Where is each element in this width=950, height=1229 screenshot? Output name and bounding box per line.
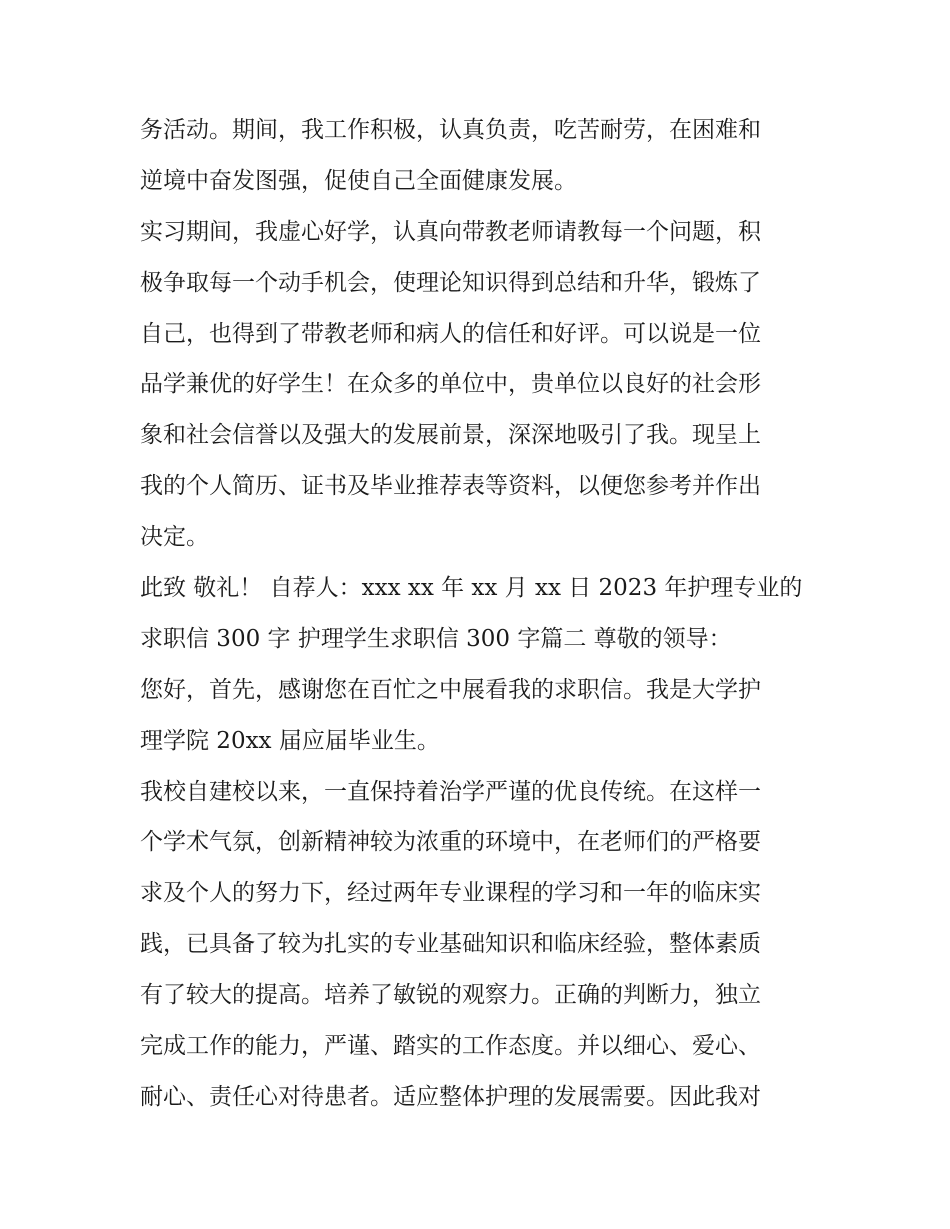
text-line: 逆境中奋发图强，促使自己全面健康发展。 <box>140 167 577 194</box>
text-line: 实习期间，我虚心好学，认真向带教老师请教每一个问题，积 <box>140 218 761 245</box>
text-line: 您好，首先，感谢您在百忙之中展看我的求职信。我是大学护 <box>140 676 761 703</box>
text-line: 践，已具备了较为扎实的专业基础知识和临床经验，整体素质 <box>140 931 761 958</box>
text-line: 决定。 <box>140 524 209 551</box>
text-line: 此致 敬礼！ 自荐人：xxx xx 年 xx 月 xx 日 2023 年护理专业的 <box>140 575 803 602</box>
text-line: 我的个人简历、证书及毕业推荐表等资料，以便您参考并作出 <box>140 473 761 500</box>
body-text <box>140 105 820 1123</box>
text-line: 理学院 20xx 届应届毕业生。 <box>140 727 440 754</box>
text-line: 我校自建校以来，一直保持着治学严谨的优良传统。在这样一 <box>140 778 761 805</box>
text-line: 有了较大的提高。培养了敏锐的观察力。正确的判断力，独立 <box>140 982 761 1009</box>
text-line: 象和社会信誉以及强大的发展前景，深深地吸引了我。现呈上 <box>140 422 761 449</box>
text-line: 耐心、责任心对待患者。适应整体护理的发展需要。因此我对 <box>140 1083 761 1110</box>
text-line: 自己，也得到了带教老师和病人的信任和好评。可以说是一位 <box>140 320 761 347</box>
text-line: 求职信 300 字 护理学生求职信 300 字篇二 尊敬的领导： <box>140 625 732 652</box>
text-line: 极争取每一个动手机会，使理论知识得到总结和升华，锻炼了 <box>140 269 761 296</box>
text-line: 务活动。期间，我工作积极，认真负责，吃苦耐劳，在困难和 <box>140 117 761 143</box>
text-line: 完成工作的能力，严谨、踏实的工作态度。并以细心、爱心、 <box>140 1033 761 1060</box>
text-line: 个学术气氛，创新精神较为浓重的环境中，在老师们的严格要 <box>140 829 761 856</box>
text-line: 品学兼优的好学生！在众多的单位中，贵单位以良好的社会形 <box>140 371 761 398</box>
text-line: 求及个人的努力下，经过两年专业课程的学习和一年的临床实 <box>140 880 761 907</box>
